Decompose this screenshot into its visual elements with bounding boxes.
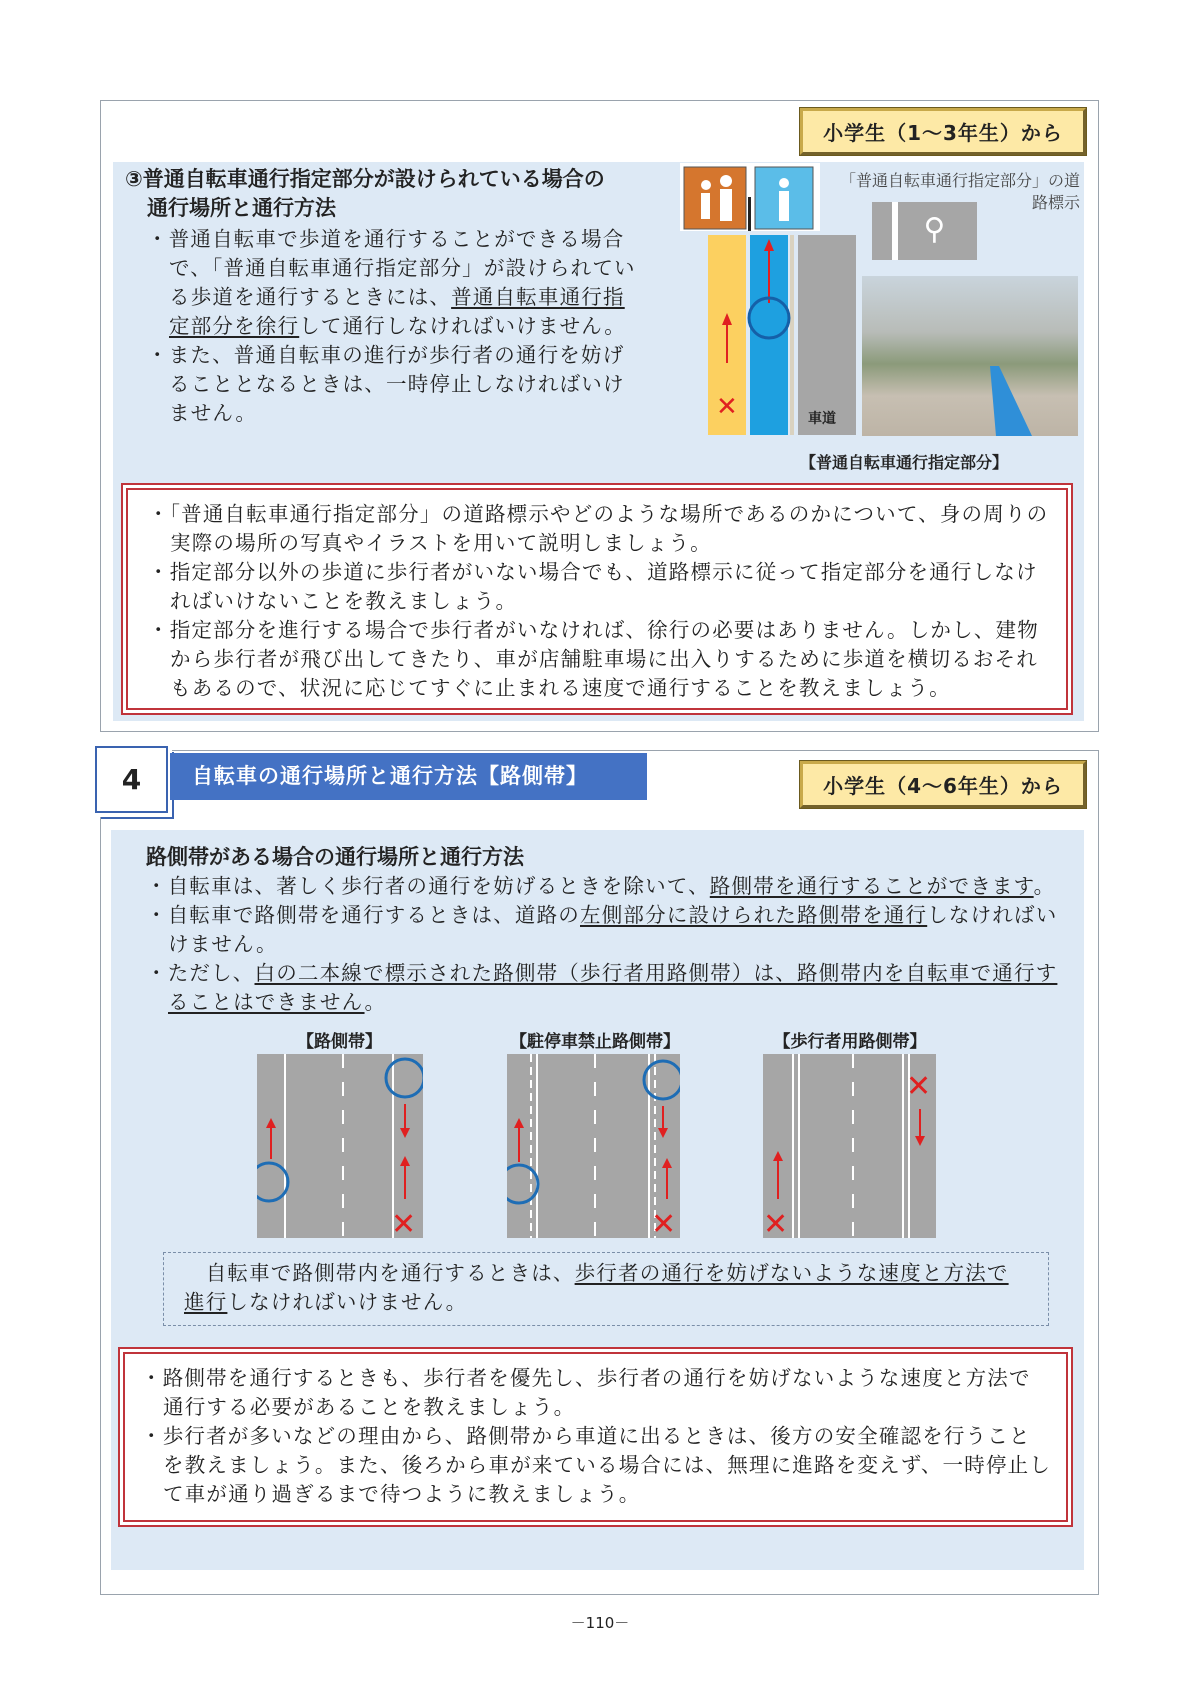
grade-badge: 小学生（4～6年生）から xyxy=(800,761,1086,808)
note: ・「普通自転車通行指定部分」の道路標示やどのような場所であるのかについて、身の周りの実際の場所の写真やイラストを用いて説明しましょう。 xyxy=(148,502,1049,555)
dashed-note-box: 自転車で路側帯内を通行するときは、歩行者の通行を妨げないような速度と方法で進行しなければいけません。 xyxy=(163,1252,1049,1326)
page-number: －110－ xyxy=(570,1614,630,1632)
roadway-label: 車道 xyxy=(808,411,836,427)
note: ・路側帯を通行するときも、歩行者を優先し、歩行者の通行を妨げないような速度と方法で通行する必要があることを教えましょう。 xyxy=(141,1366,1031,1419)
note: ・指定部分以外の歩道に歩行者がいない場合でも、道路標示に従って指定部分を通行しなければいけないことを教えましょう。 xyxy=(148,560,1038,613)
teaching-notes-box xyxy=(123,1352,1068,1522)
marking-caption: 「普通自転車通行指定部分」の道路標示 xyxy=(839,171,1080,212)
pedestrian-sign-icon xyxy=(684,167,746,229)
bullet: ・自転車は、著しく歩行者の通行を妨げるときを除いて、路側帯を通行することができます。 xyxy=(146,874,1056,898)
teaching-notes-box xyxy=(126,488,1068,710)
grade-badge: 小学生（1～3年生）から xyxy=(800,108,1086,155)
section-number-box: 4 xyxy=(95,746,168,813)
cross-icon: ✕ xyxy=(716,392,738,422)
bullet: ・また、普通自転車の進行が歩行者の通行を妨げることとなるときは、一時停止しなければいけません。 xyxy=(147,343,625,425)
no-parking-diagram xyxy=(507,1054,680,1238)
note: ・指定部分を進行する場合で歩行者がいなければ、徐行の必要はありません。しかし、建物から歩行者が飛び出してきたり、車が店舗駐車場に出入りするために歩道を横切るおそれもあるので、状況に応じてすぐに止まれる速度で通行することを教えましょう。 xyxy=(148,618,1039,700)
section3-text xyxy=(125,165,645,428)
section4-heading: 路側帯がある場合の通行場所と通行方法 xyxy=(146,845,524,869)
roadside-diagram xyxy=(257,1054,423,1238)
bullet: ・ただし、白の二本線で標示された路側帯（歩行者用路側帯）は、路側帯内を自転車で通行することはできません。 xyxy=(146,961,1058,1014)
diagram-label-no-parking: 【駐停車禁止路側帯】 xyxy=(510,1032,680,1052)
cross-icon: ✕ xyxy=(763,1207,789,1238)
section3-heading: ③普通自転車通行指定部分が設けられている場合の 通行場所と通行方法 xyxy=(125,167,605,220)
road-marking-image xyxy=(872,202,977,260)
diagram-label-roadside: 【路側帯】 xyxy=(297,1032,382,1052)
figure-caption: 【普通自転車通行指定部分】 xyxy=(800,453,1009,472)
note: ・歩行者が多いなどの理由から、路側帯から車道に出るときは、後方の安全確認を行うことを教えましょう。また、後ろから車が来ている場合には、無理に進路を変えず、一時停止して車が通り過ぎるまで待つように教えましょう。 xyxy=(141,1424,1052,1506)
cross-icon: ✕ xyxy=(651,1207,677,1238)
bicycle-marking-icon: ⚲ xyxy=(923,212,946,247)
cross-icon: ✕ xyxy=(391,1207,417,1238)
section-title-bar: 自転車の通行場所と通行方法【路側帯】 xyxy=(170,753,647,800)
section4-text xyxy=(146,843,1071,1017)
diagram-label-pedestrian: 【歩行者用路側帯】 xyxy=(773,1032,927,1052)
street-photo xyxy=(862,276,1078,436)
bullet: ・自転車で路側帯を通行するときは、道路の左側部分に設けられた路側帯を通行しなければいけません。 xyxy=(146,903,1058,956)
pedestrian-roadside-diagram xyxy=(763,1054,936,1238)
roadway-strip xyxy=(798,235,856,435)
cross-icon: ✕ xyxy=(906,1069,932,1104)
bullet: ・普通自転車で歩道を通行することができる場合で、「普通自転車通行指定部分」が設けられている歩道を通行するときには、普通自転車通行指定部分を徐行して通行しなければいけません。 xyxy=(147,227,636,338)
